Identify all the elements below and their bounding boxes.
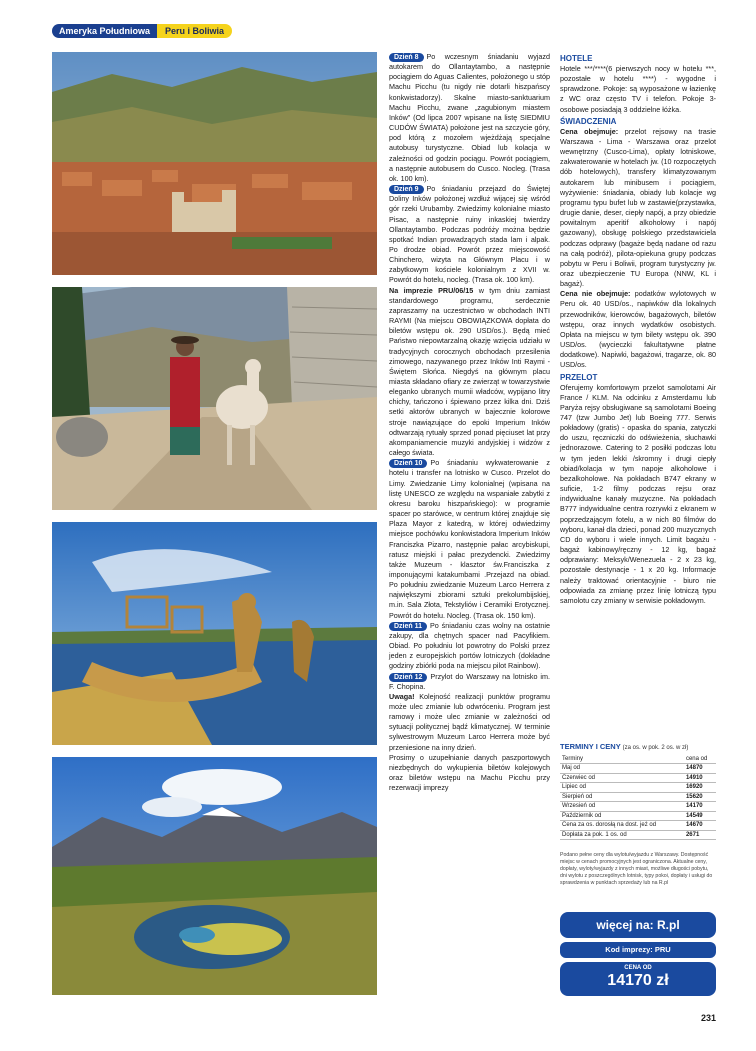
inti-text: w tym dniu zamiast standardowego programu, serdecznie zapraszamy na uczestnictwo w obchodach INTI RAYMI (Na miejscu OBOWIĄZKOWA dopłata do biletów wstępu ok. 290 USD/os.). Będą mieć Państwo niepowtarzalną okazję wzięcia udziału w tradycyjnych corocznych obchodach przesilenia zimowego, nazywanego przez Inków Inti Raymi - Świętem Słońca. Niegdyś na głównym placu miasta składano ofiary ze zwierząt w towarzystwie eleganko ubranych mumii władców, wypijano litry chichy, tańczono i śpiewano przez kilka dni. Dziś setki aktorów ubranych w bajecznie kolorowe stroje nawiązujące do epoki Imperium Inków odtwarzają rytuały sprzed ponad pięciuset lat przy akompaniamencie muzyki andyjskiej i widzów z całego świata. [389, 285, 550, 458]
table-row [560, 830, 716, 840]
col-price-header: cena od [684, 754, 716, 764]
flight-text: Oferujemy komfortowym przelot samolotami Air France / KLM. Na odcinku z Amsterdamu lub Paryża rejsy obsługiwane są samolotami Boeing 747 (tzw Jumbo Jet) lub Boeing 777. Serwis pokładowy (gratis) - opaska do spania, zatyczki do uszu, ręczniczki do odświeżenia, słuchawki jednorazowe. Catering to 2 posiłki podczas lotu w tym jeden lekki /skromny i drugi ciepły obiad/kolacja w tym napoje alkoholowe i bezalkoholowe. Na pokładach B747 ekrany w suficie, 1-2 filmy podczas rejsu oraz indywidualne kanały muzyczne. Na pokładach B777 indywidualne centra rozrywki z ekranem w poprzedzającym fotelu, a w nich 80 filmów do wyboru, kanał dla dzieci, ponad 200 muzycznych CD do wyboru i wiele innych. Limit bagażu - bagaż kabinowy/ręczny - 12 kg, bagaż odprawiany: Meksyk/Wenezuela - 2 x 23 kg, pozostałe destynacje - 1 x 20 kg. Informacje należy traktować orientacyjnie - biuro nie odpowiada za zmianę przez linię lotniczą typu samolotu czy zmiany w serwisie pokładowym. [560, 382, 716, 605]
photo-reed-boat [52, 522, 377, 745]
table-row [560, 783, 716, 793]
prices-title [560, 742, 716, 751]
table-row [560, 792, 716, 802]
term-cell: Październik od [560, 811, 684, 821]
day-badge: Dzień 9 [389, 185, 424, 194]
page-number: 231 [700, 1013, 716, 1023]
term-cell: Wrzesień od [560, 802, 684, 812]
day-badge: Dzień 8 [389, 53, 424, 62]
price-cell: 14910 [684, 773, 716, 783]
region-tab: Ameryka Południowa [52, 24, 157, 38]
itinerary-column [389, 52, 550, 793]
day-badge: Dzień 10 [389, 459, 427, 468]
price-amount: 14170 zł [607, 972, 669, 989]
term-cell: Lipiec od [560, 783, 684, 793]
photo-woman-alpaca [52, 287, 377, 510]
extra-label: Dopłata za pok. 1 os. od [560, 830, 684, 840]
excluded-lead: Cena nie obejmuje: [560, 289, 631, 299]
price-cell: 14870 [684, 764, 716, 774]
included-body: przelot rejsowy na trasie Warszawa - Lima - Warszawa oraz przelot wewnętrzny (Cusco-Lima), opłaty lotniskowe, zakwaterowanie w hotelach jw. (10 rozpoczętych dób hotelowych), transfery klimatyzowanym autokarem lub minibusem i pociągiem, wyżywienie: śniadania, obiady lub kolacje wg programu typu bufet lub w zastawie(przystawka, drugie danie, deser, ciepły napój, a przy obiedzie powitalnym aperitif alkoholowy i napój gazowany), obsługę polskiego przedstawiciela podczas odprawy (bagaże będą nadane od razu na całą podróż), pilota-opiekuna grupy podczas pobytu w Peru i Boliwii, program turystyczny jw. oraz ubezpieczenie TU Europa (NNW, KL i bagaż). [560, 126, 716, 289]
warning-text: Kolejność realizacji punktów programu może ulec zmianie lub odwróceniu. Program jest ramowy i może ulec zmianie w zależności od sytuacji politycznej bądź klimatycznej. W terminie sylwestrowym Muzeum Larco Herrera może być przeniesione na inny dzień. [389, 691, 550, 752]
itinerary-day [389, 458, 550, 621]
extra-value: 14670 [684, 821, 716, 831]
day-badge: Dzień 12 [389, 673, 427, 682]
day-text: Po śniadaniu czas wolny na ostatnie zakupy, dla chętnych spacer nad Pacyfikiem. Obiad. Po południu lot powrotny do Polski przez jeden z europejskich portów lotniczych (dokładne godziny zbiórki poda na miejscu pilot Rainbow). [389, 620, 550, 671]
day-badge: Dzień 11 [389, 622, 427, 631]
excluded-text [560, 289, 716, 370]
price-cell: 14170 [684, 802, 716, 812]
hotels-text: Hotele ***/****(6 pierwszych nocy w hotelu ***, pozostałe w hotelu ****) - wygodne i sprawdzone. Pokoje: są wyposażone w łazienkę z WC oraz często TV i telefon. Pokoje 3-osobowe posiadają 3 oddzielne łóżka. [560, 64, 716, 114]
countries-tab: Peru i Boliwia [157, 24, 232, 38]
inti-raymi-note [389, 286, 550, 459]
table-row [560, 773, 716, 783]
term-cell: Maj od [560, 764, 684, 774]
inti-lead: Na imprezie PRU/06/15 [389, 285, 474, 295]
table-row [560, 764, 716, 774]
price-cell: 14549 [684, 811, 716, 821]
itinerary-day [389, 52, 550, 184]
price-cell: 15620 [684, 792, 716, 802]
prices-title-note: (za os. w pok. 2 os. w zł) [622, 745, 689, 751]
excluded-body: podatków wylotowych w Peru ok. 40 USD/os., napiwków dla lokalnych przewodników, kierowców, bagażowych, biletów wstępu, oraz innych wydatków osobistych. Opłata na miejscu w tym bilety wstępu ok. 390 USD/os. (wycieczki fakultatywne płatne dodatkowe). Napiwki, bagażowi, tragarze, ok. 80 USD/os. [560, 289, 717, 370]
day-text: Po wczesnym śniadaniu wyjazd autokarem do Ollantaytambo, a następnie pociągiem do Aguas Calientes, położonego u stóp Machu Picchu (tu nigdy nie dotarli hiszpańscy konkwistadorzy). Skalne miasto-sanktuarium Machu Picchu, zwane „zagubionym miastem Inków" (Od lipca 2007 wpisane na listę SIEDMIU CUDÓW ŚWIATA) położone jest na szczycie góry, pod którą z mozołem wjeżdżają specjalne autobusy turystyczne. Obiad lub kolacja w zależności od godzin pociągu. Powrót pociągiem, a następnie autobusem do Cusco. Nocleg. (Trasa ok. 100 km). [389, 52, 550, 183]
included-lead: Cena obejmuje: [560, 126, 619, 136]
term-cell: Sierpień od [560, 792, 684, 802]
region-tabs [52, 24, 232, 38]
included-text [560, 127, 716, 290]
info-column [560, 52, 716, 606]
hotels-heading: HOTELE [560, 54, 593, 63]
table-header-row [560, 754, 716, 764]
benefits-heading: ŚWIADCZENIA [560, 116, 617, 126]
warning-lead: Uwaga! [389, 691, 415, 701]
term-cell: Czerwiec od [560, 773, 684, 783]
flight-heading: PRZELOT [560, 372, 598, 382]
extra-value: 2671 [684, 830, 716, 840]
itinerary-day [389, 184, 550, 286]
warning-note [389, 692, 550, 753]
day-text: Po śniadaniu wykwaterowanie z hotelu i transfer na lotnisko w Cusco. Przelot do Limy. Zwiedzanie Limy kolonialnej (wpisana na listę UNESCO ze względu na wspaniałe zabytki z okresu baroku hiszpańskiego): w programie spacer po starówce, w centrum której znajduje się Plaza Mayor z katedrą, w której odwiedzimy miejsce pochówku konkwistadora Imperium Inków Franciszka Pizarro, następnie pałac arcybiskupi, ratusz miejski i pałac prezydencki. Zwiedzimy także Muzeum - klasztor św.Franciszka z imponującymi katakumbami .Przejazd na obiad. Po południu zwiedzanie Muzeum Larco Herrera z największymi zbiorami sztuki prekolumbijskiej, m.in. Sala Złota, Tekstyliów i Ceramiki Erotycznej. Powrót do hotelu. Nocleg. (Trasa ok. 150 km). [389, 458, 550, 620]
table-row [560, 811, 716, 821]
price-badge [560, 962, 716, 996]
photo-cusco [52, 52, 377, 275]
table-row [560, 802, 716, 812]
price-label: CENA OD [624, 965, 652, 971]
day-text: Po śniadaniu przejazd do Świętej Doliny Inków położonej wzdłuż wijącej się wśród gór rzeki Urubamby. Zwiedzimy kolonialne miasto Pisac, a następnie ruiny inkaskiej twierdzy Ollantaytambo. Podczas podróży można będzie spotkać Indian prowadzących stada lam i alpak. Po drodze obiad. Powrót przez miejscowość Chinchero, wizyta na Głównym Placu i w zabytkowym kościele kolonialnym z XVII w. Powrót do hotelu, nocleg. (Trasa ok. 100 km). [389, 184, 550, 285]
extra-label: Cena za os. dorosłą na dost. jeż od [560, 821, 684, 831]
more-info-button[interactable]: więcej na: R.pl [560, 912, 716, 938]
itinerary-day [389, 621, 550, 672]
tour-code: Kod imprezy: PRU [560, 942, 716, 958]
col-term-header: Terminy [560, 754, 684, 764]
prices-title-text: TERMINY I CENY [560, 742, 621, 751]
price-table [560, 754, 716, 840]
photo-mountain-lake [52, 757, 377, 995]
documents-note: Prosimy o uzupełnianie danych paszportowych niezbędnych do wykupienia biletów kolejowych oraz biletów wstępu na Machu Picchu przy rezerwacji imprezy [389, 752, 550, 793]
price-note: Podano pełne ceny dla wylotu/wyjazdu z Warszawy. Dostępność miejsc w cenach promocyjnych jest ograniczona. Aktualne ceny, dopłaty, wyloty/wyjazdy z innych miast, możliwe długości pobytu, dni wylotu z poszczególnych lotnisk, typy pokoi, dopłaty i usługi do sprawdzenia w punktach sprzedaży lub na R.pl [560, 852, 713, 886]
itinerary-day [389, 672, 550, 692]
table-row [560, 821, 716, 831]
price-cell: 16920 [684, 783, 716, 793]
day-text: Przylot do Warszawy na lotnisko im. F. Chopina. [389, 671, 550, 691]
